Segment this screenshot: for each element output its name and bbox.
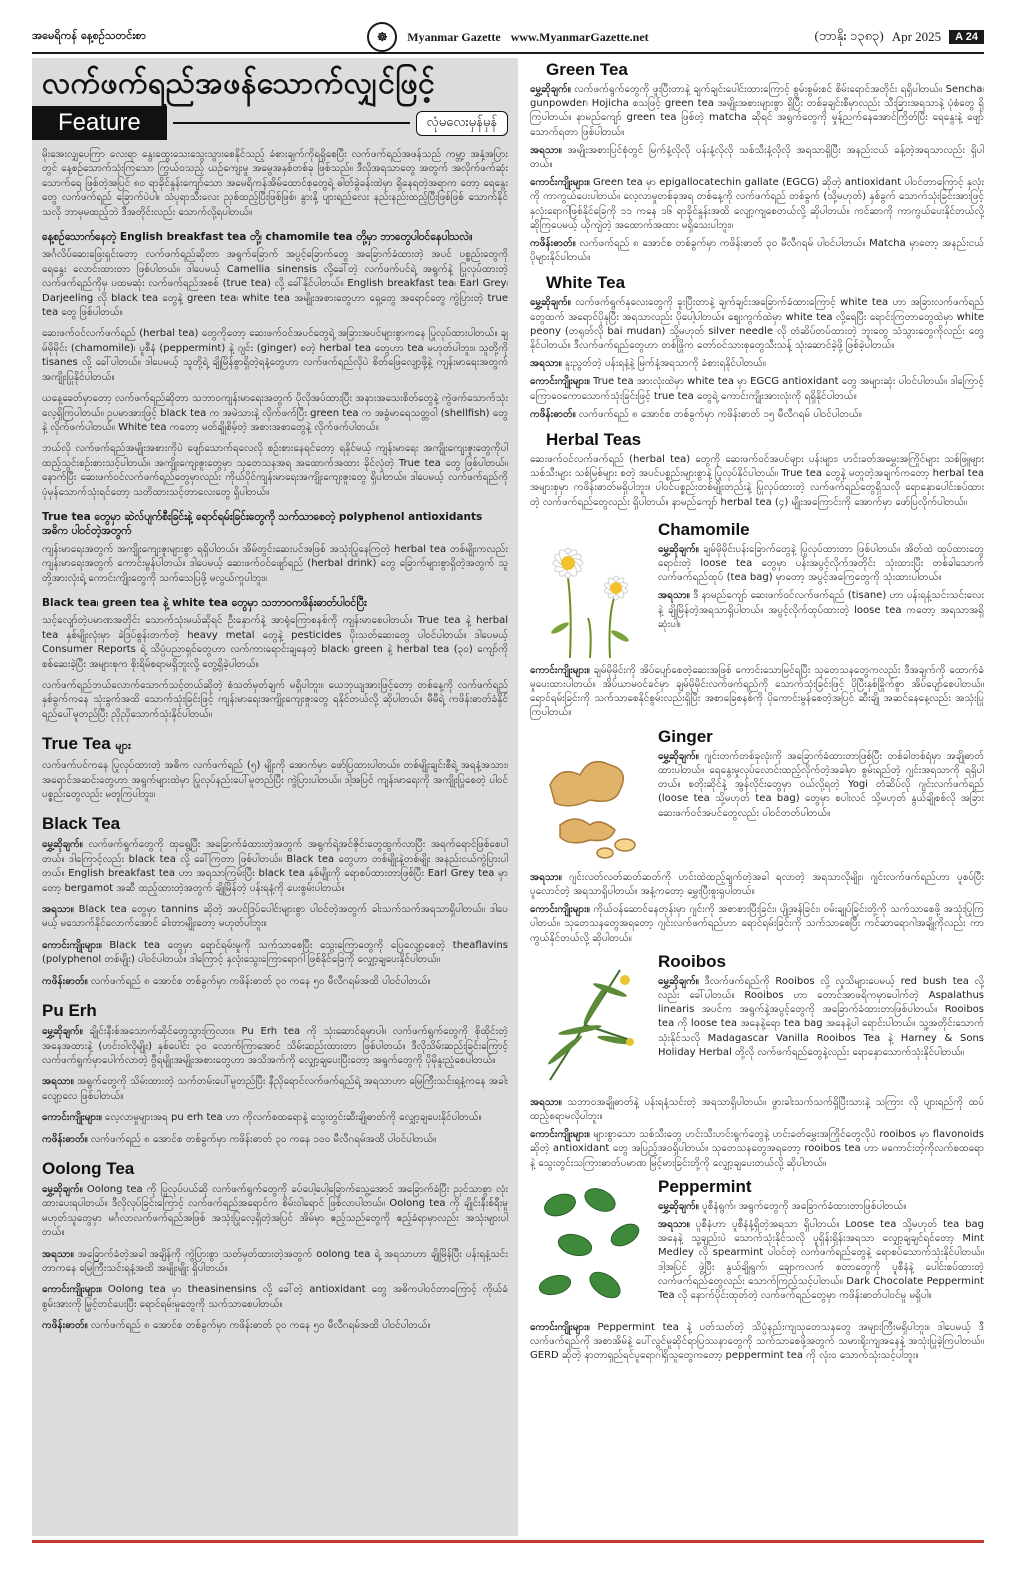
intro-paragraph: မိုးအေးလျှပေကြာ လေးရာ နွေးထွေးသေးသွေးသွားစေနိုင်သည့် ခံစားချက်ကိုရရှိစေပြီး လက်ဖက်ရည်အဖန်သည် ကမ္ဘာ့ အနှံ့အပြားတွင် နေ့စဉ်သောက်သုံးကြသော ကြွယ်ဝသည့် ယဉ်ကျေးမှု အမွေအနှစ်တစ်ခု ဖြစ်သည်။ ဒီလိုအရသာတွေ အတွက် အလိုက်ဖက်ဆုံး သောက်ရေ ဖြစ်တဲ့အပြင် ၈၀ ရာခိုင်နှုန်းကျော်သော အမေရိကန်အိမ်ထောင်စုတွေရဲ့ ဓါတ်ခွဲခန်းထဲမှာ ရှိနေရတဲ့အရာက တော့ ရေနွေးတွေ လက်ဖက်ရည် ခြောက်ပဲပါ။ သံပုရာသီးလေး ညှစ်ထည့်ပြီးဖြစ်ဖြစ်၊ နွားနို့ ပျားရည်လေး နည်းနည်းထည့်ပြီးဖြစ်ဖြစ် သောက်နိုင်သလို ဘာမှမထည့်ဘဲ ဒီအတိုင်းလည်း သောက်လို့ရပါတယ်။	[42, 149, 508, 218]
peppermint-benefit: ကောင်းကျိုးများ။ Peppermint tea နဲ့ ပတ်သတ်တဲ့ သိပ္ပံနည်းကျသုတေသနတွေ အများကြီးမရှိပါဘူး။ ဒါပေမယ့် ဒီလက်ဖက်ရည်ကို အစာအိမ်နဲ့ ပေါ်လွင်မှုဆိုင်ရာပြဿနာတွေကို သက်သာစေဖို့အတွက် သမားရိုးကျအနေနဲ့ အသုံးပြုခဲ့ကြပါတယ်။ GERD ဆိုတဲ့ နာတာရှည်ရင်ပူရောဂါရှိသူတွေကတော့ peppermint tea ကို လုံးဝ သောက်သုံးသင့်ပါဘူး။	[530, 1321, 984, 1362]
white-tea-title: White Tea	[546, 273, 626, 293]
white-tea-benefit: ကောင်းကျိုးများ။ True tea အားလုံးထဲမှာ white tea မှာ EGCG antioxidant တွေ အများဆုံး ပါဝင်ပါတယ်။ ဒါကြောင့် ကြောဝေကောသောက်သုံးခြင်းဖြင့် true tea တွေရဲ့ ကောင်းကျိုးအားလုံးကို ရရှိနိုင်ပါတယ်။	[530, 376, 984, 402]
oolong-caffeine: ကဖိန်းဓာတ်။ လက်ဖက်ရည် ၈ အောင်စ တစ်ခွက်မှာ ကဖိန်းဓာတ် ၃၀ ကနေ ၅၀ မီလီဂရမ်အထိ ပါဝင်ပါတယ်။	[42, 1320, 431, 1332]
page-bottom-rule	[32, 1540, 984, 1543]
herbal-teas-title: Herbal Teas	[546, 430, 642, 450]
ginger-illustration-icon	[530, 725, 650, 865]
section-heading: နေ့စဉ်သောက်နေတဲ့ English breakfast tea တို့၊ chamomile tea တို့မှာ ဘာတွေပါဝင်နေပါသလဲ။	[42, 231, 473, 244]
ginger-title: Ginger	[658, 726, 713, 746]
ginger-benefit: ကောင်းကျိုးများ။ ကိုယ်ဝန်ဆောင်နေတုန်းမှာ ဂျင်းကို အစာစားပြီးခြင်း၊ ပျို့အန်ခြင်း၊ ဝမ်းချုပ်ခြင်းတို့ကို သက်သာစေဖို့ အသုံးပြုကြပါတယ်။ သုတေသနတွေအရတော့ ဂျင်းလက်ဖက်ရည်ဟာ ရောင်ရမ်းခြင်းကို သက်သာစေပြီး ကင်ဆာရောဂါအချို့ကိုလည်း ကာကွယ်နိုင်တယ်လို့ ဆိုပါတယ်။	[530, 904, 984, 944]
intro-paragraph: အင်္ဂလိပ်ဆေးဖြေးရှင်းတော့ လက်ဖက်ရည်ဆိုတာ အရွက်ခြောက် အပွင့်ခြောက်တွေ အခြောက်ခံထားတဲ့ အပင် ပစ္စည်းတွေကို ရေနွေး လောင်းထားတာ ဖြစ်ပါတယ်။ ဒါပေမယ့် Camellia sinensis လို့ခေါ်တဲ့ လက်ဖက်ပင်ရဲ့ အရွက်နဲ့ ပြုလုပ်ထားတဲ့ လက်ဖက်ရည်ကိုမှ ပထမဆုံး လက်ဖက်ရည်အစစ် (true tea) လို့ ခေါ်နိုင်ပါတယ်။ English breakfast tea၊ Earl Grey၊ Darjeeling လို black tea တွေနဲ့ green tea၊ white tea အမျိုးအစားတွေဟာ ရှေ့တွေ အရောင်တွေ ကွဲပြားတဲ့ true tea တွေ ဖြစ်ပါတယ်။	[42, 249, 508, 319]
intro-paragraph: ကျန်းမာရေးအတွက် အကျိုးကျေးဇူးများစွာ ရရှိပါတယ်။ အိမ်တွင်းဆေးပင်အဖြစ် အသုံးပြုနေကြတဲ့ herbal tea တစ်မျိုးကလည်း ကျန်းမာရေးအတွက် ကောင်းမွန်ပါတယ်။ ဒါပေမယ့် ဆေးဖက်ဝင်ဖျော်ရည် (herbal drink) တွေ ခြောက်များစွာရှိတဲ့အတွက် သူတို့အားလုံးရဲ့ ကောင်းကျိုးတွေကို သက်သေပြဖို့ မလွယ်ကူပါဘူး။	[42, 543, 508, 584]
peppermint-intro: မွှေ့ဆိုချက်။ ပူစီနံရွက်၊ အရွက်တွေကို အခြောက်ခံထားတာဖြစ်ပါတယ်။	[658, 1200, 907, 1212]
green-tea-title: Green Tea	[546, 60, 628, 79]
left-column	[32, 58, 518, 1536]
rooibos-illustration-icon	[530, 950, 650, 1090]
white-tea-intro: မွှေ့ဆိုချက်။ လက်ဖက်ရွက်နုလေးတွေကို ခူးပြီးတာနဲ့ ချက်ချင်းအခြောက်ခံထားကြောင့် white tea ဟာ အခြားလက်ဖက်ရည်တွေထက် အရောင်ပိုနုပြီး အရသာလည်း ပိုပေါ့ပါတယ်။ ဈေးကွက်ထဲမှာ white tea လို့ရေပြီး ရောင်းကြတာတွေထဲမှာ white peony (တရုတ်လို bai mudan) သို့မဟုတ် silver needle လို တံဆိပ်တပ်ထားတဲ့ ဘူးတွေ သံသွားတွေကိုလည်း တွေ့နိုင်ပါတယ်။ ဒီလက်ဖက်ရည်တွေဟာ တစ်ဖြိုက တော်ဝင်သားစုတွေသီးသန့် သုံးဆောင်ခဲ့ဖို့ ဖြစ်ခဲ့ပါတယ်။	[530, 297, 984, 352]
black-tea-taste: အရသာ။ Black tea တွေမှာ tannins ဆိုတဲ့ အပင်ဒြပ်ပေါင်းများစွာ ပါဝင်တဲ့အတွက် ခါးသက်သက်အရသာရှိပါတယ်။ ဒါပေမယ့် မသောက်နိုင်လောက်အောင် ခါးတာမျိုးတော့ မဟုတ်ပါဘူး။	[42, 904, 508, 930]
issue-info	[704, 28, 984, 47]
white-tea-section	[530, 273, 984, 422]
chamomile-benefit: ကောင်းကျိုးများ။ ချမ်မိုမိုင်းကို အိပ်ပျော်စေတဲ့ဆေးအဖြစ် ကောင်းသောမြင်ရပြီး သုတေသနတွေကလည်း ဒီအချက်ကို ထောက်ခံမှုပေးထားပါတယ်။ အိပ်ယာမဝင်ခင်မှာ ချမ်မိုမိုင်းလက်ဖက်ရည်ကို သောက်သုံးခြင်းဖြင့် ပိုပြီးနှစ်ခြိုက်စွာ အိပ်ပျော်စေပါတယ်။ ရောင်ရမ်းခြင်းကို သက်သာစေနိုင်စွမ်းလည်းရှိပြီး အစာခြေစနစ်ကို ပိုကောင်းမွန်စေတဲ့အပြင် ဆီးချို အဆင်နေနေ့လည်း အသုံးပြုကြပါတယ်။	[530, 664, 984, 719]
rooibos-intro: မွှေ့ဆိုချက်။ ဒီလက်ဖက်ရည်ကို Rooibos လို့ လူသိများပေမယ့် red bush tea လို့လည်း ခေါ်ပါတယ်။ Rooibos ဟာ တောင်အာဖရိကမှာပေါက်တဲ့ Aspalathus linearis အပင်က အရွက်နဲ့အပွင့်တွေကို အခြောက်ခံထားတာဖြစ်ပါတယ်။ Rooibos tea ကို loose tea အနေနဲ့ရော tea bag အနေနဲ့ပါ ရောင်းပါတယ်။ သူ့အတိုင်းသောက်သုံးနိုင်သလို Madagascar Vanilla Rooibos Tea နဲ့ Harney & Sons Holiday Herbal တို့လို လက်ဖက်ရည်တွေနဲ့လည်း ရောနှောသောက်သုံးနိုင်ပါတယ်။	[658, 975, 984, 1058]
oolong-intro: မွှေ့ဆိုချက်။ Oolong tea ကို ပြုလုပ်ပယ်ဆို လက်ဖက်ရွက်တွေကို ခပ်ပေါ့ပေါ့ခြောက်သွေ့အောင် အခြောက်ခံပြီး ညှင်သာစွာ လုံးထားပေးရပါတယ်။ ဒီလိုလုပ်ခြင်းကြောင့် လက်ဖက်ရည်အရောင်က စိမ်းဝါရောင် ဖြစ်လာပါတယ်။ Oolong tea ကို ချိုင်းနီးစ်ရီးမှု မဟုတ်သူတွေမှာ မင်္ဂလာလက်ဖက်ရည်အဖြစ် အသုံးပြုလေ့ရှိတဲ့အပြင် အိမ်မှာ ဧည့်သည်တွေကို ဧည့်ခံရာမှာလည်း အသုံးများပါတယ်။	[42, 1183, 508, 1239]
green-tea-section	[530, 60, 984, 265]
rooibos-section	[530, 950, 984, 1090]
black-tea-benefit: ကောင်းကျိုးများ။ Black tea တွေမှာ ရောင်ရမ်းမှုကို သက်သာစေပြီး သွေးကြောတွေကို ပြေလျော့စေတဲ့ theaflavins (polyphenol တစ်မျိုး) ပါဝင်ပါတယ်။ ဒါကြောင့် နှလုံးသွေးကြောရောဂါ ဖြစ်နိုင်ခြေကို လျှော့ချပေးနိုင်ပါတယ်။	[42, 939, 508, 966]
green-tea-taste: အရသာ။ အမျိုးအစားပြင်စုံတွင် မြက်နံ့လိုလို ပန်းနံ့လိုလို သစ်သီးနံ့လိုလို အရသာရှိပြီး အနည်းငယ် ခန့်တဲ့အရသာလည်း ရှိပါတယ်။	[530, 144, 984, 171]
intro-paragraph: ဆေးဖက်ဝင်လက်ဖက်ရည် (herbal tea) တွေကိုတော့ ဆေးဖက်ဝင်အပင်တွေရဲ့ အခြားအပင်များစွာကနေ ပြုလုပ်ထားပါတယ်။ ချမ်မိုမိုင်း (chamomile)၊ ပူစီနံ (peppermint) နဲ့ ဂျင်း (ginger) စတဲ့ herbal tea တွေဟာ tea မဟုတ်ပါဘူး။ သူတို့ကို tisanes လို့ ခေါ်ပါတယ်။ ဒါပေမယ့် သူတို့ရဲ့ ချိုမြိန်စွာရှိတဲ့ရနံ့တွေဟာ လက်ဖက်ရည်လိုပဲ စိတ်ဖြေလျော့ဖို့နဲ့ ကျန်းမာရေးအတွက် အကျိုးပြုနိုင်ပါတယ်။	[42, 328, 508, 383]
page-header	[32, 22, 984, 54]
true-tea-desc: လက်ဖက်ပင်ကနေ ပြုလုပ်ထားတဲ့ အဓိက လက်ဖက်ရည် (၅) မျိုးကို အောက်မှာ ဖော်ပြထားပါတယ်။ တစ်မျိုးချင်းစီရဲ့ အရနံ့အသား၊ အရောင်အဆင်းတွေဟာ အရွက်များထဲမှာ ပြုလုပ်နည်းပေါ်မူတည်ပြီး ကွဲပြားပါတယ်။ ဒါ့အပြင် ကျန်းမာရေးကို အကျိုးပြုစေတဲ့ ပါဝင်ပစ္စည်းတွေလည်း မတူကြပါဘူး။	[42, 760, 508, 801]
rooibos-benefit: ကောင်းကျိုးများ။ များစွာသော သစ်သီးတွေ ဟင်းသီးဟင်းရွက်တွေနဲ့ ဟင်းခတ်မွှေးအကြိုင်တွေလိုပဲ rooibos မှာ flavonoids ဆိုတဲ့ antioxidant တွေ အပြည့်အဝရှိပါတယ်။ သုတေသနတွေအရတော့ rooibos tea ဟာ မကောင်းတဲ့ကိုလက်စထရောနဲ့ သွေးတွင်းသကြားဓာတ်ပမာဏ မြင့်မားခြင်းတို့ကို လျှော့ချပေးတယ်လို့ ဆိုပါတယ်။	[530, 1129, 984, 1169]
intro-paragraph: ဘယ်လို လက်ဖက်ရည်အမျိုးအစားကိုပဲ ဖျော်သောက်ရလေလို စဉ်းစားနေရင်တော့ ရနိုင်မယ့် ကျန်းမာရေး အကျိုးကျေးဇူးတွေကိုပါ ထည့်သွင်းစဉ်းစားသင့်ပါတယ်။ အကျိုးကျေးဇူးတွေမှာ သုတေသနအရ အထောက်အထား ခိုင်လုံတဲ့ True tea တွေ ဖြစ်ပါတယ်။ နောက်ပြီး ဆေးဖက်ဝင်လက်ဖက်ရည်တွေမှာလည်း ကိုယ်ပိုင်ကျန်းမာရေးအကျိုးကျေးဇူးတွေ ရှိပါတယ်။ ဒါပေမယ့် လက်ဖက်ရည်ကို ပုံမှန်သောက်သုံးရင်တော့ သတိထားသင့်တာလေးတွေ ရှိပါတယ်။	[42, 443, 508, 498]
section-heading: Black tea၊ green tea နဲ့ white tea တွေမှာ သဘာဝကဖိန်းဓာတ်ပါဝင်ပြီး	[42, 596, 367, 609]
green-tea-benefit: ကောင်းကျိုးများ။ Green tea မှာ epigallocatechin gallate (EGCG) ဆိုတဲ့ antioxidant ပါဝင်တာကြောင့် နှလုံးကို ကာကွယ်ပေးပါတယ်။ လေ့လာမှုတစ်ခုအရ တစ်နေ့ကို လက်ဖက်ရည် တစ်ခွက် (သို့မဟုတ်) နှစ်ခွက် သောက်သုံးခြင်းအားဖြင့် နှလုံးရောဂါဖြစ်နိုင်ခြေကို ၁၁ ကနေ ၁၆ ရာခိုင်နှုန်းအထိ လျော့ကျစေတယ်လို့ ဆိုပါတယ်။ ကင်ဆာကို ကာကွယ်ပေးနိုင်တယ်လို့ ဆိုကြပေမယ့် ယိုကျဲတဲ့ အထောက်အထား မရှိသေးပါဘူး။	[530, 177, 984, 231]
black-tea-intro: မွှေ့ဆိုချက်။ လက်ဖက်ရွက်တွေကို ထုရွေ့ပြီး အခြောက်ခံထားတဲ့အတွက် အရွက်ရဲ့အင်ဇိုင်းတွေထွက်လာပြီး အရက်ရောင်ဖြစ်စေပါတယ်။ ဒါကြောင့်လည်း black tea လို့ ခေါ်ကြတာ ဖြစ်ပါတယ်။ Black tea တွေဟာ တစ်မျိုးနဲ့တစ်မျိုး အနည်းငယ်ကွဲပြားပါတယ်။ English breakfast tea ဟာ အရသာကြမ်းပြီး black tea နှစ်မျိုးကို ရောစပ်ထားတာဖြစ်ပြီး Earl Grey tea မှာတော့ bergamot အဆီ ထည့်ထားတဲ့အတွက် ချိုမြိန်တဲ့ ပန်းရနံ့ကို ပေးစွမ်းပါတယ်။	[42, 839, 508, 894]
right-column	[530, 58, 984, 1536]
white-tea-caffeine: ကဖိန်းဓာတ်။ လက်ဖက်ရည် ၈ အောင်စ တစ်ခွက်မှာ ကဖိန်းဓာတ် ၁၅ မီလီဂရမ် ပါဝင်ပါတယ်။	[530, 408, 862, 420]
black-tea-title: Black Tea	[42, 814, 121, 834]
chamomile-illustration-icon	[530, 518, 650, 658]
byline: လုံမလေးမှန်မှန်	[416, 111, 508, 136]
feature-tag: Feature	[32, 106, 167, 140]
pu-erh-intro: မွှေ့ဆိုချက်။ ချိုင်းနီးစ်အသောက်ဆိုင်တွေသွားကြလား။ Pu Erh tea ကို သုံးဆောင်ရမှာပါ။ လက်ဖက်ရွက်တွေကို စိုထိုင်းတဲ့အနေအထားနဲ့ (ဟင်းဝါလိုမျိုး) နှစ်ပေါင်း ၃၀ လောက်ကြာအောင် သိမ်းဆည်းထားတာ ဖြစ်ပါတယ်။ ဒီလိုသိမ်းဆည်းခြင်းကြောင့် လက်ဖက်ရွက်မှာပေါက်လာတဲ့ ဗွီရမျိုးအမျိုးအစားတွေဟာ အသိအက်ကို လျှော့ချပေးပြီးတော့ အရွက်တွေကို ပိုမိုနူးညံ့စေပါတယ်။	[42, 1026, 508, 1066]
pu-erh-taste: အရသာ။ အရွက်တွေကို သိမ်းထားတဲ့ သက်တမ်းပေါ်မူတည်ပြီး နီညိုရောင်လက်ဖက်ရည်ရဲ့ အရသာဟာ မြေကြီးသင်းရနံ့ကနေ အခါးလျော့လေ ဖြစ်ပါတယ်။	[42, 1076, 508, 1102]
page-number: A 24	[949, 30, 984, 44]
oolong-benefit: ကောင်းကျိုးများ။ Oolong tea မှာ theasinensins လို့ ခေါ်တဲ့ antioxidant တွေ အဓိကပါဝင်တာကြောင့် ကိုယ်ခံစွမ်းအားကို မြှင့်တင်ပေးပြီး ရောင်ရမ်းမှုတွေကို သက်သာစေပါတယ်။	[42, 1284, 508, 1310]
newspaper-logo-icon: ☸	[367, 22, 397, 52]
feature-bar	[32, 106, 508, 140]
oolong-tea-title: Oolong Tea	[42, 1158, 135, 1178]
divider	[173, 122, 410, 124]
green-tea-caffeine: ကဖိန်းဓာတ်။ လက်ဖက်ရည် ၈ အောင်စ တစ်ခွက်မှာ ကဖိန်းဓာတ် ၃၀ မီလီဂရမ် ပါဝင်ပါတယ်။ Matcha မှာတော့ အနည်းငယ်ပိုများနိုင်ပါတယ်။	[530, 238, 984, 264]
chamomile-intro: မွှေ့ဆိုချက်။ ချမ်မိုမိုင်းပန်းခြောက်တွေနဲ့ ပြုလုပ်ထားတာ ဖြစ်ပါတယ်။ အိတ်ထဲ ထုပ်ထားတွေရောင်းတဲ့ loose tea တွေမှာ ပန်းအပွင့်လိုက်အတိုင်း သုံးထားပြီး တစ်ခါသောက်လက်ဖက်ရည်ထုပ် (tea bag) မှာတော့ အပွင့်အကြေတွေကို သုံးထားပါတယ်။	[658, 543, 984, 584]
white-tea-taste: အရသာ။ နူးညွတ်တဲ့ ပန်းရနံ့နဲ့ မြက်နံ့အရသာကို ခံစားရနိုင်ပါတယ်။	[530, 358, 766, 370]
ginger-taste: အရသာ။ ဂျင်းလတ်လတ်ဆတ်ဆတ်ကို ဟင်းထဲထည့်ချက်တဲ့အခါ ရလာတဲ့ အရသာလိုမျိုး၊ ဂျင်းလက်ဖက်ရည်ဟာ ပူစပ်ပြီး ပူလောင်တဲ့ အရသာရှိပါတယ်။ အနံ့ကတော့ မွှေးပြီးစူးရှပါတယ်။	[530, 871, 984, 897]
article-title: လက်ဖက်ရည်အဖန်သောက်လျှင်ဖြင့်	[42, 66, 436, 101]
intro-paragraph: ယနေ့ခေတ်မှာတော့ လက်ဖက်ရည်ဆိုတာ သဘာဝကျန်းမာရေးအတွက် ပိုလိုအပ်ထားပြီး အနားအသေးစိတ်တွေနဲ့ ကွဲဖက်သောက်သုံးလေ့ရှိကြပါတယ်။ ဥပမာအားဖြင့် black tea က အမဲသားနဲ့ လိုက်ဖက်ပြီး green tea က အခွံမာရေသတ္တဝါ (shellfish) တွေနဲ့ လိုက်ဖက်ပါတယ်။ White tea ကတော့ မတ်ချိုစိမ့်တဲ့ အစားအစာတွေနဲ့ လိုက်ဖက်ပါတယ်။	[42, 393, 508, 433]
chamomile-taste: အရသာ။ ဒီ နာမည်ကျော် ဆေးဖက်ဝင်လက်ဖက်ရည် (tisane) ဟာ ပန်းရနံ့သင်းသင်းလေးနဲ့ ချိုမြိန်တဲ့အရသာရှိပါတယ်။ အပွင့်လိုက်ထုပ်ထားတဲ့ loose tea ကတော့ အရသာအရှိဆုံးပါ။	[658, 590, 984, 630]
true-tea-title: True Tea များ	[42, 734, 131, 754]
intro-paragraph: သင့်လျော်တဲ့ပမာဏအတိုင်း သောက်သုံးမယ်ဆိုရင် ဦးနှောက်နဲ့ အာရုံကြောစနစ်ကို ကျန်းမာစေပါတယ်။ True tea နဲ့ herbal tea နှစ်မျိုးလုံးမှာ ခဲဒြပ်စွန်းတက်တဲ့ heavy metal တွေနဲ့ pesticides ပိုးသတ်ဆေးတွေ ပါဝင်ပါတယ်။ ဒါပေမယ့် Consumer Reports ရဲ့ သိပ္ပံပညာရှင်တွေဟာ လက်ကားရောင်းချနေတဲ့ black၊ green နဲ့ herbal tea (၃၀) ကျော်ကို စစ်ဆေးခဲ့ပြီး အများစုက စိုးရိမ်စရာမရှိဘူးလို့ တွေ့ရှိခဲ့ပါတယ်။	[42, 615, 508, 670]
oolong-taste: အရသာ။ အခြောက်ခံတဲ့အခါ အချိန်ကို ကွဲပြားစွာ သတ်မှတ်ထားတဲ့အတွက် oolong tea ရဲ့ အရသာဟာ ချိုမြိန်ပြီး ပန်းရနံ့သင်းတာကနေ မြေကြီးသင်းရနံ့အထိ အမျိုးမျိုး ရှိပါတယ်။	[42, 1248, 508, 1274]
rooibos-taste: အရသာ။ သဘာဝအချိုဓာတ်နဲ့ ပန်းရနံ့သင်းတဲ့ အရသာရှိပါတယ်။ ဖွားခါးသက်သက်ရှိပြီးသားနဲ့ သကြား လို ပျားရည်ကို ထပ်ထည့်စရာမလိုပါဘူး။	[530, 1096, 984, 1122]
header-left-text: အမေရိကန် နေ့စဉ်သတင်းစာ	[32, 29, 146, 42]
ginger-section	[530, 725, 984, 865]
chamomile-title: Chamomile	[658, 519, 750, 539]
rooibos-title: Rooibos	[658, 951, 726, 971]
pu-erh-caffeine: ကဖိန်းဓာတ်။ လက်ဖက်ရည် ၈ အောင်စ တစ်ခွက်မှာ ကဖိန်းဓာတ် ၃၀ ကနေ ၁၀၀ မီလီဂရမ်အထိ ပါဝင်ပါတယ်။	[42, 1133, 437, 1145]
peppermint-title: Peppermint	[658, 1176, 752, 1196]
masthead	[312, 22, 704, 52]
intro-paragraph: လက်ဖက်ရည်ဘယ်လောက်သောက်သင့်တယ်ဆိုတဲ့ စံသတ်မှတ်ချက် မရှိပါဘူး။ ယေဘုယျအားဖြင့်တော့ တစ်နေ့ကို လက်ဖက်ရည် နှစ်ခွက်ကနေ သုံးခွက်အထိ သောက်သုံးခြင်းဖြင့် ကျန်းမာရေးအကျိုးကျေးဇူးတွေ ရနိုင်တယ်လို့ ဆိုပါတယ်။ မီမီရဲ့ ကဖိန်းဓာတ်ခံနိုင်ရည်ပေါ်မူတည်ပြီး ညှိညှိသောက်သုံးနိုင်ပါတယ်။	[42, 680, 508, 720]
peppermint-taste: အရသာ။ ပူစီနံဟာ ပူစီနံနံ့ရှိတဲ့အရသာ ရှိပါတယ်။ Loose tea သို့မဟုတ် tea bag အနေနဲ့ သူ့ချည်းပဲ သောက်သုံးနိုင်သလို ပူရှိန်းရှိန်းအရသာ လျှော့ချချင်ရင်တော့ Mint Medley လို spearmint ပါဝင်တဲ့ လက်ဖက်ရည်တွေနဲ့ ရောစပ်သောက်သုံးနိုင်ပါတယ်။ ဒါ့အပြင် ဖွဲ့ပြီး နွယ်ချိုရွက်၊ ချောကလက် စတာတွေကို ပူစီနံနဲ့ ပေါင်းစပ်ထားတဲ့ လက်ဖက်ရည်တွေလည်း သောက်ကြည့်သင့်ပါတယ်။ Dark Chocolate Peppermint Tea လို နောက်ပိုင်းထုတ်တဲ့ လက်ဖက်ရည်တွေမှာ ကဖိန်းဓာတ်ပါဝင်မှု မရှိပါ။	[658, 1218, 984, 1301]
pu-erh-title: Pu Erh	[42, 1001, 97, 1021]
masthead-title: Myanmar Gazette	[407, 29, 501, 44]
green-tea-intro: မွှေ့ဆိုချက်။ လက်ဖက်ရွက်တွေကို ဖူးပြီးတာနဲ့ ချက်ချင်းပေါင်းထားကြောင့် စွမ်းစွမ်းစင် စိမ်းရောင်အတိုင်း ရရှိပါတယ်။ Sencha၊ gunpowder၊ Hojicha စသဖြင့် green tea အမျိုးအစားများစွာ ရှိပြီး တစ်ခုချင်းစီမှာလည်း သီးခြားအရသာနဲ့ ပုံစံတွေ ရှိကြပါတယ်။ နာမည်ကျော် green tea ဖြစ်တဲ့ matcha ဆိုရင် အရွက်တွေကို မှုန့်ညက်နေအောင်ကြိတ်ပြီး ရေနွေးနဲ့ ဖျော်သောက်ရတာ ဖြစ်ပါတယ်။	[530, 84, 984, 138]
section-heading: True tea တွေမှာ ဆဲလ်ပျက်စီးခြင်းနဲ့ ရောင်ရမ်းခြင်းတွေကို သက်သာစေတဲ့ polyphenol antioxidants အဓိက ပါဝင်တဲ့အတွက်	[42, 510, 483, 538]
issue-number: (ဘာနိုး ၁၃၈၃)	[814, 27, 884, 43]
issue-date: Apr 2025	[891, 29, 942, 44]
pu-erh-benefit: ကောင်းကျိုးများ။ လေ့လာမှုများအရ pu erh tea ဟာ ကိုလက်စထရောနဲ့ သွေးတွင်းဆီးချိုဓာတ်ကို လျှော့ချပေးနိုင်ပါတယ်။	[42, 1112, 482, 1124]
herbal-teas-section	[530, 430, 984, 510]
peppermint-section	[530, 1175, 984, 1315]
website-link[interactable]: www.MyanmarGazette.net	[510, 29, 649, 44]
peppermint-illustration-icon	[530, 1175, 650, 1315]
black-tea-caffeine: ကဖိန်းဓာတ်။ လက်ဖက်ရည် ၈ အောင်စ တစ်ခွက်မှာ ကဖိန်းဓာတ် ၃၀ ကနေ ၅၀ မီလီဂရမ်အထိ ပါဝင်ပါတယ်။	[42, 975, 431, 987]
chamomile-section	[530, 518, 984, 658]
herbal-teas-desc: ဆေးဖက်ဝင်လက်ဖက်ရည် (herbal tea) တွေကို ဆေးဖက်ဝင်အပင်များ ပန်းများ၊ ဟင်းခတ်အမွှေးအကြိုင်များ သစ်ဖြူများ သစ်သီးများ သစ်မြစ်များ စတဲ့ အပင်ပစ္စည်းများစွာနဲ့ ပြုလုပ်နိုင်ပါတယ်။ True tea တွေနဲ့ မတူတဲ့အချက်ကတော့ herbal tea အများစုမှာ ကဖိန်းဓာတ်မရှိပါဘူး။ ပါဝင်ပစ္စည်းတစ်မျိုးတည်းနဲ့ ပြုလုပ်ထားတဲ့ လက်ဖက်ရည်တွေရှိသလို ရောနှောပေါင်းစပ်ထားတဲ့ လက်ဖက်ရည်တွေလည်း ရှိပါတယ်။ နာမည်ကျော် herbal tea (၄) မျိုးအကြောင်းကို အောက်မှာ ဖော်ပြလိုက်ပါတယ်။	[530, 454, 984, 508]
ginger-intro: မွှေ့ဆိုချက်။ ဂျင်းတက်တစ်ခုလုံးကို အခြောက်ခံထားတာဖြစ်ပြီး တစ်ခါတစ်ရံမှာ အချိုဓာတ်ထားပါတယ်။ ရေနွေးမှုလုပ်လောင်းထည့်လိုက်တဲ့အခါမှာ စွမ်းရည်တဲ့ ဂျင်းအရသာကို ရရှိပါတယ်။ စတိုးဆိုင်နဲ့ အွန်လိုင်းတွေမှာ ဝယ်လို့ရတဲ့ Yogi တံဆိပ်လို ဂျင်းလက်ဖက်ရည် (loose tea သို့မဟုတ် tea bag) တွေမှာ စပါးလင် သို့မဟုတ် နွယ်ချိုစစ်လို အခြားဆေးဖက်ဝင်အပင်တွေလည်း ပါဝင်တတ်ပါတယ်။	[658, 750, 984, 819]
